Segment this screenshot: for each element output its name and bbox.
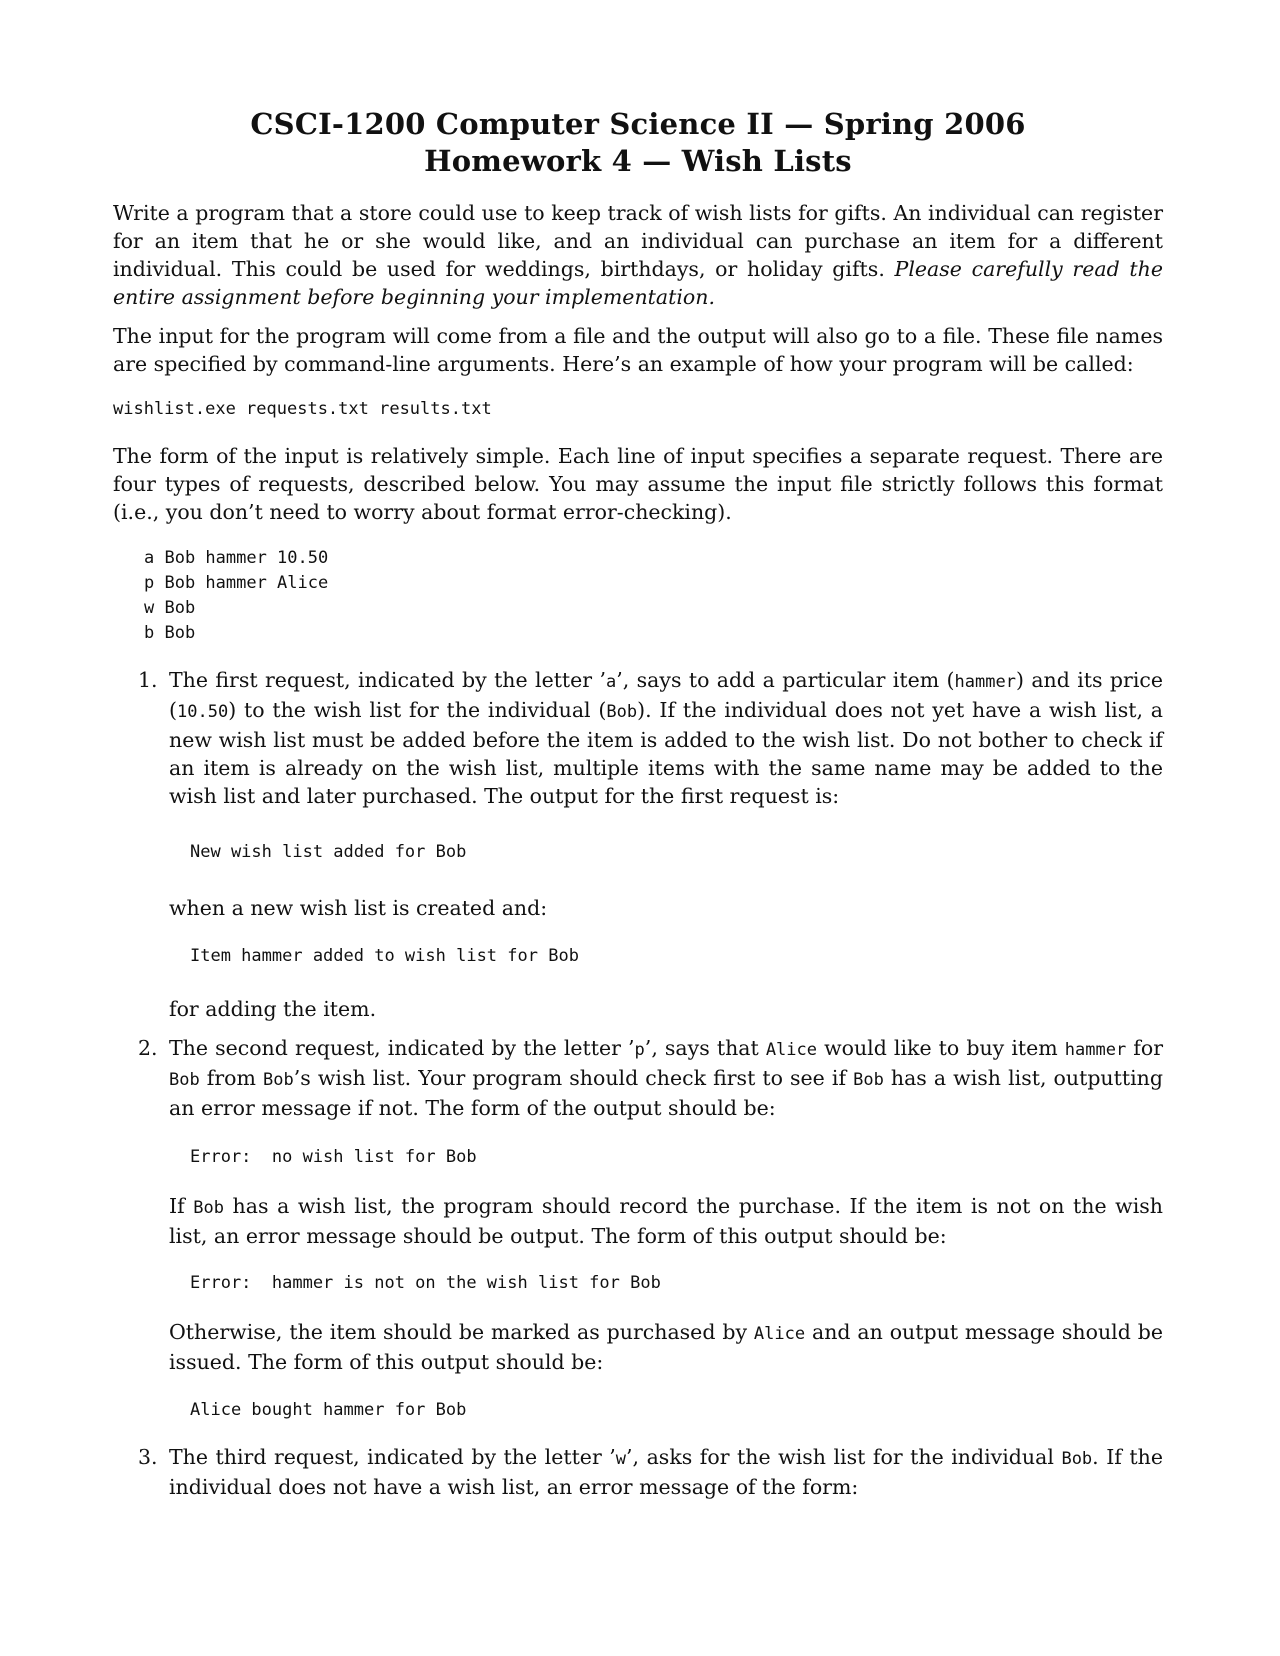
item-paragraph: The third request, indicated by the letter ’w’, asks for the wish list for the individual Bob. If the individual does not have a wish list, an error message of the form: [169, 1445, 1163, 1499]
item-number: 1. [138, 668, 158, 692]
request-description-list [113, 666, 1163, 1501]
intro-emphasis: Please carefully read the entire assignment before beginning your implementation. [113, 257, 1163, 309]
request-line: a Bob hammer 10.50 [144, 548, 329, 568]
request-line: p Bob hammer Alice [144, 573, 329, 593]
request-line: b Bob [144, 623, 196, 643]
format-paragraph: The form of the input is relatively simple. Each line of input specifies a separate request. There are four types of requests, described below. You may assume the input file strictly follows this format (i.e., you don’t need to worry about format error-checking). [113, 444, 1163, 524]
request-line: w Bob [144, 598, 196, 618]
request-examples [113, 546, 1163, 646]
output-example: Error: hammer is not on the wish list for Bob [190, 1273, 661, 1293]
io-paragraph: The input for the program will come from a file and the output will also go to a file. These file names are specified by command-line arguments. Here’s an example of how your program will be called: [113, 324, 1163, 376]
item-number: 3. [138, 1445, 158, 1469]
output-example: Item hammer added to wish list for Bob [190, 946, 579, 966]
intro-text: Write a program that a store could use to keep track of wish lists for gifts. An individual can register for an item that he or she would like, and an individual can purchase an item for a different individual. This could be used for weddings, birthdays, or holiday gifts. [113, 201, 1163, 281]
output-example: Error: no wish list for Bob [190, 1147, 477, 1167]
title-homework-line: Homework 4 — Wish Lists [424, 144, 852, 178]
list-item [113, 1443, 1163, 1501]
item-paragraph: If Bob has a wish list, the program should record the purchase. If the item is not on the wish list, an error message should be output. The form of this output should be: [169, 1194, 1163, 1248]
title-course-line: CSCI-1200 Computer Science II — Spring 2006 [250, 107, 1026, 141]
output-example: New wish list added for Bob [190, 842, 467, 862]
item-paragraph: The second request, indicated by the letter ’p’, says that Alice would like to buy item hammer for Bob from Bob’s wish list. Your program should check first to see if Bob has a wish list, outputting an error message if not. The form of the output should be: [169, 1036, 1163, 1120]
command-example: wishlist.exe requests.txt results.txt [113, 399, 492, 419]
output-example: Alice bought hammer for Bob [190, 1400, 467, 1420]
item-paragraph: The first request, indicated by the letter ’a’, says to add a particular item (hammer) and its price (10.50) to the wish list for the individual (Bob). If the individual does not yet have a wish list, a new wish list must be added before the item is added to the wish list. Do not bother to check if an item is already on the wish list, multiple items with the same name may be added to the wish list and later purchased. The output for the first request is: [169, 668, 1164, 808]
item-number: 2. [138, 1036, 158, 1060]
item-paragraph: when a new wish list is created and: [169, 896, 548, 920]
document-title [113, 106, 1163, 180]
item-paragraph: for adding the item. [169, 997, 377, 1021]
item-paragraph: Otherwise, the item should be marked as purchased by Alice and an output message should be issued. The form of this output should be: [169, 1320, 1163, 1374]
document-page [113, 0, 1163, 1501]
list-item [113, 1034, 1163, 1423]
list-item [113, 666, 1163, 1023]
intro-paragraph [113, 199, 1163, 311]
